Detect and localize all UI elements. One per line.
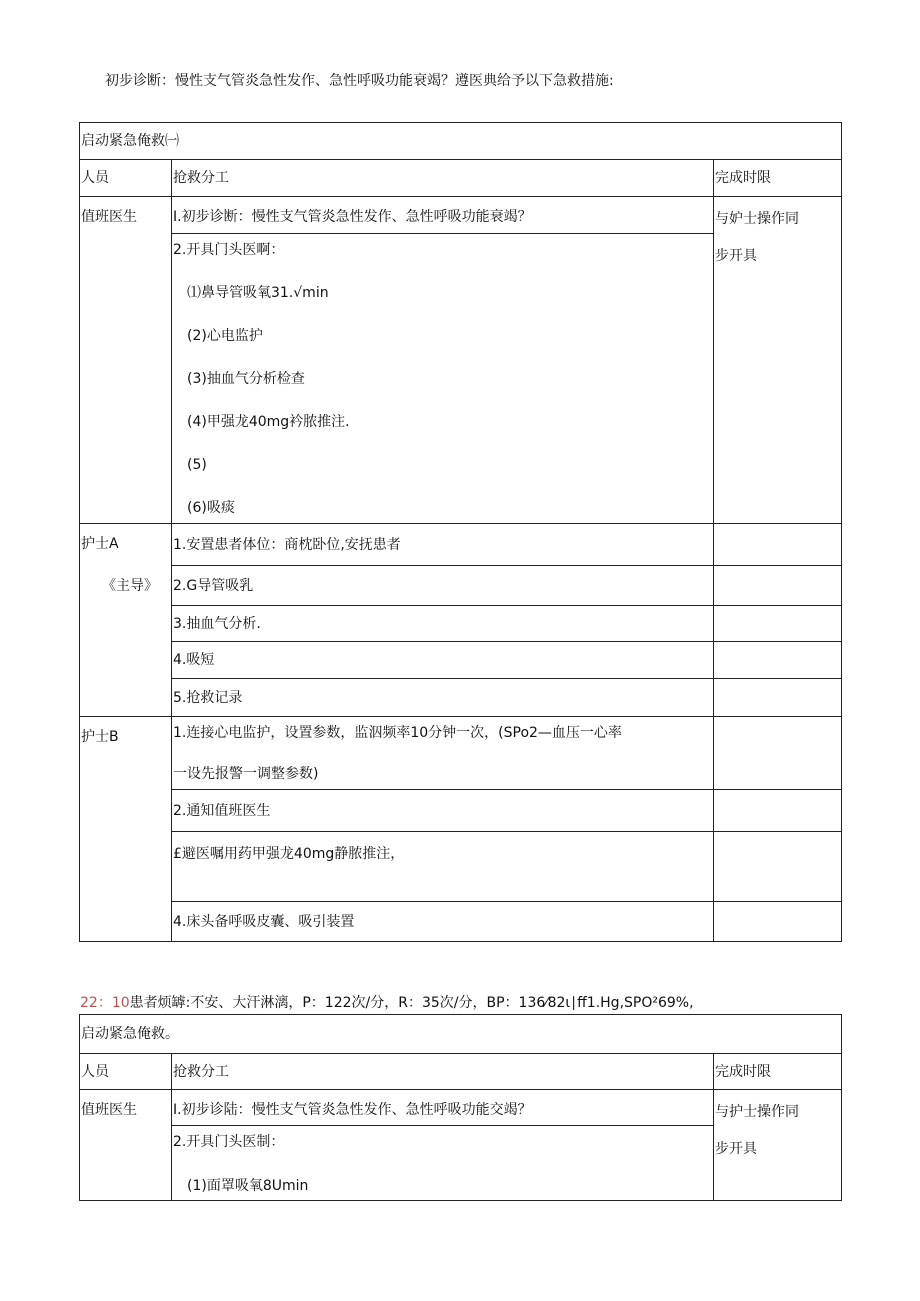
header-person: 人员 bbox=[80, 160, 172, 197]
nurse-a-label: 护士A bbox=[81, 536, 119, 552]
nurse-b-deadline bbox=[714, 832, 842, 902]
nurse-a-lead: 《主导》 bbox=[102, 578, 158, 594]
doctor-task-1: I.初步诊断：慢性支气管炎急性发作、急性呼吸功能衰竭？ bbox=[172, 197, 714, 234]
table1-title: 启动紧急俺救㈠ bbox=[80, 123, 842, 160]
task2-item: (2)心电监护 bbox=[187, 328, 263, 344]
header-deadline: 完成时限 bbox=[714, 1054, 842, 1090]
doctor-task-2 bbox=[172, 234, 714, 524]
header-task: 抢救分工 bbox=[172, 160, 714, 197]
nurse-b-task-4: 4.床头备呼吸皮囊、吸引装置 bbox=[172, 902, 714, 942]
note-text: 患者烦罅:不安、大汗淋漓，P：122次/分，R：35次/分，BP：136⁄82ι∣ff1.Hg,SPO²69%, bbox=[129, 995, 694, 1011]
nurse-a-deadline bbox=[714, 642, 842, 679]
nurse-b-task-1-line-1: 1.连接心电监护，设置参数，监泅频率10分钟一次，(SPo2—血压一心率 bbox=[173, 725, 622, 741]
task2-title: 2.开具门头医啊： bbox=[173, 242, 285, 258]
nurse-a-deadline bbox=[714, 524, 842, 566]
table2-title: 启动紧急俺救。 bbox=[80, 1015, 842, 1054]
doctor-role: 值班医生 bbox=[80, 197, 172, 524]
task2-item: (5) bbox=[187, 457, 207, 473]
patient-status-note bbox=[80, 992, 694, 1012]
nurse-a-deadline bbox=[714, 566, 842, 606]
nurse-b-deadline bbox=[714, 790, 842, 832]
nurse-b-task-3: £避医嘱用药甲强龙40mg静脓推注， bbox=[172, 832, 714, 902]
nurse-b-role: 护士B bbox=[80, 717, 172, 942]
doctor-task-1: I.初步诊陆：慢性支气管炎急性发作、急性呼吸功能交竭？ bbox=[172, 1090, 714, 1126]
nurse-b-deadline bbox=[714, 717, 842, 790]
nurse-a-role bbox=[80, 524, 172, 717]
task2-item: ⑴鼻导管吸氧31.√min bbox=[187, 285, 329, 301]
deadline-line-2: 步开具 bbox=[715, 248, 757, 264]
task2-title: 2.开具门头医制： bbox=[173, 1134, 285, 1150]
deadline-line-1: 与妒士操作同 bbox=[715, 211, 799, 227]
rescue-table-2 bbox=[79, 1014, 842, 1201]
task2-item: (1)面罩吸氧8Umin bbox=[187, 1178, 309, 1194]
nurse-a-task: 2.G导管吸乳 bbox=[172, 566, 714, 606]
task2-item: (3)抽血气分析检查 bbox=[187, 371, 305, 387]
nurse-a-task: 1.安置患者体位：商枕卧位,安抚患者 bbox=[172, 524, 714, 566]
task2-item: (4)甲强龙40mg衿脓推注. bbox=[187, 414, 350, 430]
doctor-task-2 bbox=[172, 1126, 714, 1201]
doctor-deadline bbox=[714, 1090, 842, 1201]
task2-item: (6)吸痰 bbox=[187, 500, 235, 516]
nurse-a-task: 3.抽血气分析. bbox=[172, 606, 714, 642]
nurse-b-task-1 bbox=[172, 717, 714, 790]
deadline-line-2: 步开具 bbox=[715, 1141, 757, 1157]
nurse-a-task: 5.抢救记录 bbox=[172, 679, 714, 717]
nurse-a-deadline bbox=[714, 606, 842, 642]
header-person: 人员 bbox=[80, 1054, 172, 1090]
nurse-b-deadline bbox=[714, 902, 842, 942]
intro-diagnosis: 初步诊断：慢性支气管炎急性发作、急性呼吸功能衰竭？遵医典给予以下急救措施: bbox=[105, 73, 614, 89]
doctor-deadline bbox=[714, 197, 842, 524]
rescue-table-1 bbox=[79, 122, 842, 942]
deadline-line-1: 与护士操作同 bbox=[715, 1104, 799, 1120]
note-time: 22：10 bbox=[80, 995, 130, 1011]
nurse-b-task-1-line-2: 一设先报警一调整参数) bbox=[173, 766, 319, 782]
doctor-role: 值班医生 bbox=[80, 1090, 172, 1201]
nurse-a-task: 4.吸短 bbox=[172, 642, 714, 679]
header-task: 抢救分工 bbox=[172, 1054, 714, 1090]
nurse-a-deadline bbox=[714, 679, 842, 717]
nurse-b-task-2: 2.通知值班医生 bbox=[172, 790, 714, 832]
header-deadline: 完成时限 bbox=[714, 160, 842, 197]
